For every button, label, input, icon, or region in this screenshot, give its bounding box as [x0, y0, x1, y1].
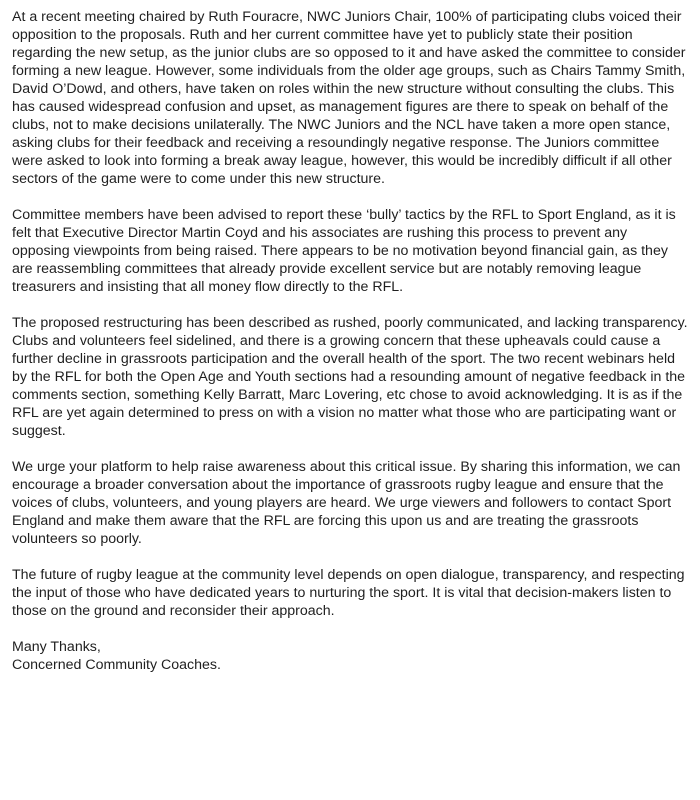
paragraph-restructuring-concerns: The proposed restructuring has been described as rushed, poorly communicated, and lacking transparency. Clubs and volunteers feel sidelined, and there is a growing concern that these upheavals could cause a further decline in grassroots participation and the overall health of the sport. The two recent webinars held by the RFL for both the Open Age and Youth sections had a resounding amount of negative feedback in the comments section, something Kelly Barratt, Marc Lovering, etc chose to avoid acknowledging. It is as if the RFL are yet again determined to press on with a vision no matter what those who are participating want or suggest. — [12, 315, 688, 439]
closing-line: Many Thanks, — [12, 639, 101, 655]
paragraph-meeting-opposition: At a recent meeting chaired by Ruth Fouracre, NWC Juniors Chair, 100% of participating clubs voiced their opposition to the proposals. Ruth and her current committee have yet to publicly state their position regarding the new setup, as the junior clubs are so opposed to it and have asked the committee to consider forming a new league. However, some individuals from the older age groups, such as Chairs Tammy Smith, David O’Dowd, and others, have taken on roles within the new structure without consulting the clubs. This has caused widespread confusion and upset, as management figures are there to speak on behalf of the clubs, not to make decisions unilaterally. The NWC Juniors and the NCL have taken a more open stance, asking clubs for their feedback and receiving a resoundingly negative response. The Juniors committee were asked to look into forming a break away league, however, this would be incredibly difficult if all other sectors of the game were to come under this new structure. — [12, 9, 686, 187]
paragraph-future-of-league: The future of rugby league at the community level depends on open dialogue, transparency, and respecting the input of those who have dedicated years to nurturing the sport. It is vital that decision-makers listen to those on the ground and reconsider their approach. — [12, 567, 685, 619]
paragraph-call-to-action: We urge your platform to help raise awareness about this critical issue. By sharing this information, we can encourage a broader conversation about the importance of grassroots rugby league and ensure that the voices of clubs, volunteers, and young players are heard. We urge viewers and followers to contact Sport England and make them aware that the RFL are forcing this upon us and are treating the grassroots volunteers so poorly. — [12, 459, 681, 547]
paragraph-bully-tactics: Committee members have been advised to report these ‘bully’ tactics by the RFL to Sport England, as it is felt that Executive Director Martin Coyd and his associates are rushing this process to prevent any opposing viewpoints from being raised. There appears to be no motivation beyond financial gain, as they are reassembling committees that already provide excellent service but are notably removing league treasurers and insisting that all money flow directly to the RFL. — [12, 207, 676, 295]
sign-off — [12, 638, 688, 674]
signature: Concerned Community Coaches. — [12, 657, 221, 673]
